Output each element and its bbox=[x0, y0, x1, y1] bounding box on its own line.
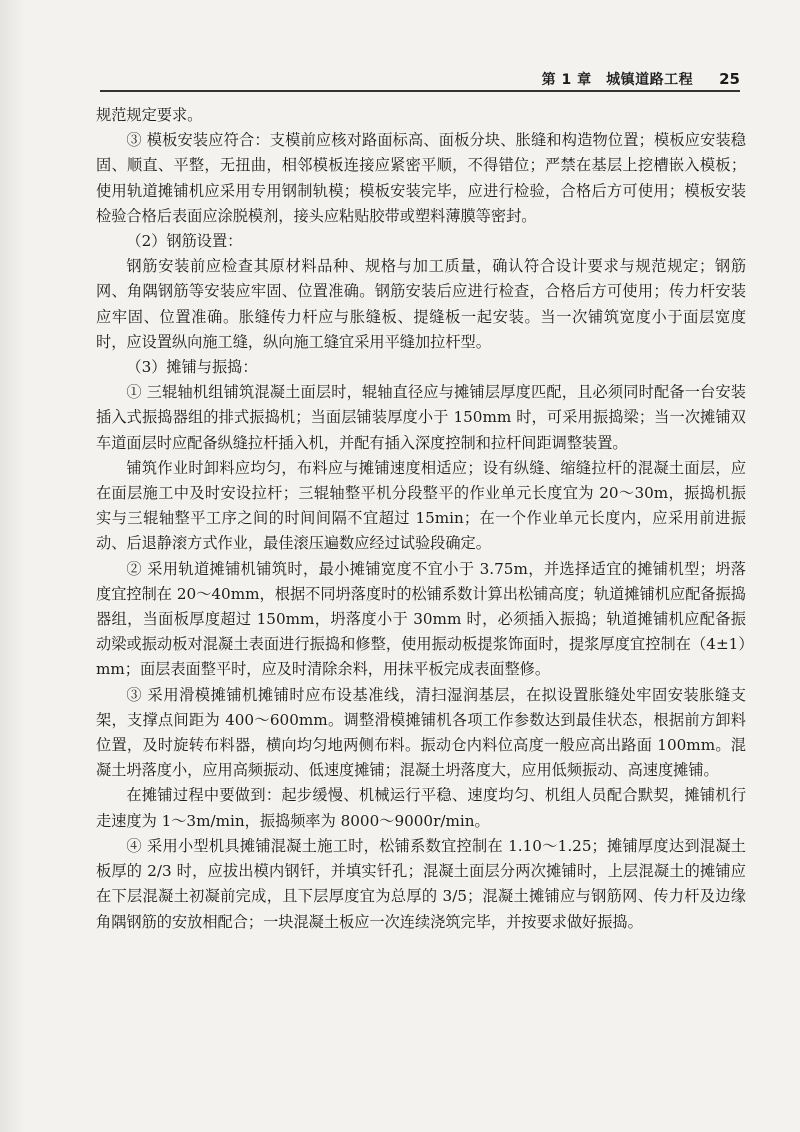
running-header bbox=[100, 68, 740, 90]
header-right bbox=[542, 68, 740, 90]
body-text bbox=[96, 103, 746, 935]
header-rule bbox=[100, 90, 740, 92]
paragraph: ④ 采用小型机具摊铺混凝土施工时，松铺系数宜控制在 1.10～1.25；摊铺厚度达到混凝土板厚的 2/3 时，应拔出模内钢钎，并填实钎孔；混凝土面层分两次摊铺时，上层混凝土的摊铺应在下层混凝土初凝前完成，且下层厚度宜为总厚的 3/5；混凝土摊铺应与钢筋网、传力杆及边缘角隅钢筋的安放相配合；一块混凝土板应一次连续浇筑完毕，并按要求做好振捣。 bbox=[96, 836, 746, 931]
chapter-title: 第 1 章 城镇道路工程 bbox=[541, 72, 694, 88]
paragraph: 在摊铺过程中要做到：起步缓慢、机械运行平稳、速度均匀、机组人员配合默契，摊铺机行走速度为 1～3m/min，振捣频率为 8000～9000r/min。 bbox=[96, 786, 746, 830]
section-heading: （3）摊铺与振捣： bbox=[126, 358, 258, 377]
paragraph: ③ 采用滑模摊铺机摊铺时应布设基准线，清扫湿润基层，在拟设置胀缝处牢固安装胀缝支架，支撑点间距为 400～600mm。调整滑模摊铺机各项工作参数达到最佳状态，根据前方卸料位置，及时旋转布料器，横向均匀地两侧布料。振动仓内料位高度一般应高出路面 100mm。混凝土坍落度小，应用高频振动、低速度摊铺；混凝土坍落度大，应用低频振动、高速度摊铺。 bbox=[96, 685, 746, 780]
paragraph: ① 三辊轴机组铺筑混凝土面层时，辊轴直径应与摊铺层厚度匹配，且必须同时配备一台安装插入式振捣器组的排式振捣机；当面层铺装厚度小于 150mm 时，可采用振捣梁；当一次摊铺双车道面层时应配备纵缝拉杆插入机，并配有插入深度控制和拉杆间距调整装置。 bbox=[96, 383, 746, 452]
paragraph: ② 采用轨道摊铺机铺筑时，最小摊铺宽度不宜小于 3.75m，并选择适宜的摊铺机型；坍落度宜控制在 20～40mm，根据不同坍落度时的松铺系数计算出松铺高度；轨道摊铺机应配备振捣器组，当面板厚度超过 150mm，坍落度小于 30mm 时，必须插入振捣；轨道摊铺机应配备振动梁或振动板对混凝土表面进行振捣和修整，使用振动板提浆饰面时，提浆厚度宜控制在（4±1）mm；面层表面整平时，应及时清除余料，用抹平板完成表面整修。 bbox=[96, 559, 746, 679]
paragraph: 钢筋安装前应检查其原材料品种、规格与加工质量，确认符合设计要求与规范规定；钢筋网、角隅钢筋等安装应牢固、位置准确。钢筋安装后应进行检查，合格后方可使用；传力杆安装应牢固、位置准确。胀缝传力杆应与胀缝板、提缝板一起安装。当一次铺筑宽度小于面层宽度时，应设置纵向施工缝，纵向施工缝宜采用平缝加拉杆型。 bbox=[96, 257, 746, 351]
page-number: 25 bbox=[719, 70, 740, 88]
page-edge-shadow bbox=[0, 0, 24, 1132]
paragraph: ③ 模板安装应符合：支模前应核对路面标高、面板分块、胀缝和构造物位置；模板应安装稳固、顺直、平整，无扭曲，相邻模板连接应紧密平顺，不得错位；严禁在基层上挖槽嵌入模板；使用轨道摊铺机应采用专用钢制轨模；模板安装完毕，应进行检验，合格后方可使用；模板安装检验合格后表面应涂脱模剂，接头应粘贴胶带或塑料薄膜等密封。 bbox=[96, 131, 746, 225]
section-heading: （2）钢筋设置： bbox=[126, 232, 243, 251]
paragraph: 规范规定要求。 bbox=[96, 106, 203, 124]
paragraph: 铺筑作业时卸料应均匀，布料应与摊铺速度相适应；设有纵缝、缩缝拉杆的混凝土面层，应在面层施工中及时安设拉杆；三辊轴整平机分段整平的作业单元长度宜为 20～30m，振捣机振实与三辊轴整平工序之间的时间间隔不宜超过 15min；在一个作业单元长度内，应采用前进振动、后退静滚方式作业，最佳滚压遍数应经过试验段确定。 bbox=[96, 458, 746, 553]
